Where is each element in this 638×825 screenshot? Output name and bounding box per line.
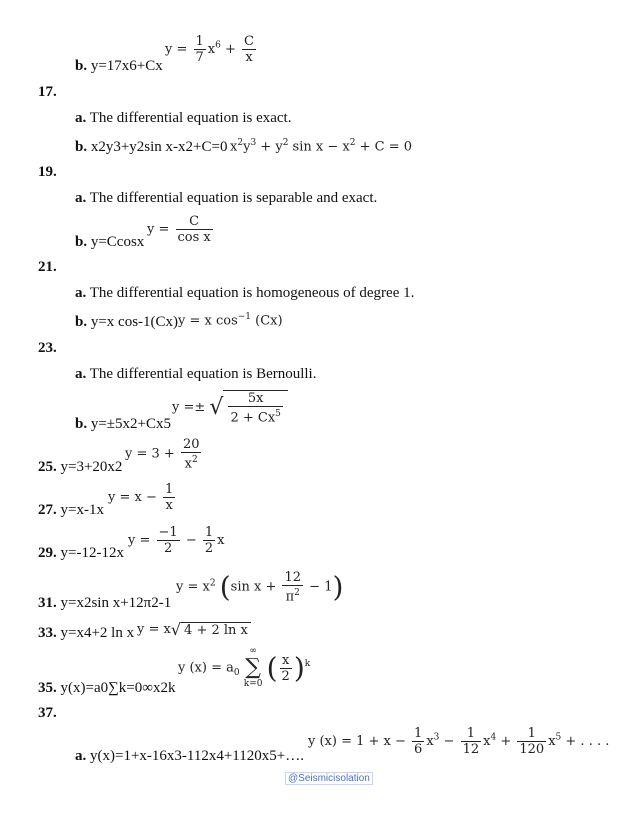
math-formula: $y = x^2$ (sin x + $\frac{12}{\pi^2}$ − 1) <box>176 570 344 605</box>
answer-text: y=-12-12x <box>60 545 124 561</box>
item-label: b. <box>75 234 88 250</box>
math-formula: y = $\frac{-1}{2}$ − $\frac{1}{2}$ x <box>128 525 225 556</box>
answer-text: y=x-1x <box>60 502 104 518</box>
answer-text: y=Ccosx <box>90 234 145 250</box>
answer-line <box>38 595 171 612</box>
problem-number: 35. <box>38 680 57 696</box>
answer-line <box>38 680 175 697</box>
answer-line <box>75 139 227 156</box>
answer-line <box>75 748 304 765</box>
item-label: b. <box>75 416 88 432</box>
answer-line <box>75 285 414 302</box>
problem-number: 31. <box>38 595 57 611</box>
problem-number: 25. <box>38 459 57 475</box>
problem-number: 23. <box>38 340 57 356</box>
answer-line <box>38 625 134 642</box>
problem-number: 21. <box>38 259 57 275</box>
answer-text: y=17x6+Cx <box>90 58 163 74</box>
math-formula: y (x) = 1 + x − $\frac{1}{6}$ $x^3$ − $\frac{1}{12}$ $x^4$ + $\frac{1}{120}$ $x^5$ + . . . . <box>308 726 610 757</box>
math-formula: y = $\frac{1}{7}$ $x^6$ + $\frac{C}{x}$ <box>165 34 254 65</box>
math-formula: y = x − $\frac{1}{x}$ <box>108 482 174 513</box>
problem-number: 17. <box>38 84 57 100</box>
answer-text: y=3+20x2 <box>60 459 123 475</box>
answer-line <box>75 190 377 207</box>
problem-number: 37. <box>38 705 57 721</box>
answer-text: The differential equation is separable and exact. <box>89 190 378 206</box>
answer-line <box>38 545 124 562</box>
item-label: b. <box>75 139 88 155</box>
item-label: a. <box>75 110 87 126</box>
math-formula: y = x√ 4 + 2 ln x <box>137 620 251 639</box>
item-label: a. <box>75 366 87 382</box>
math-formula: y = $\frac{C}{\text{cos x}}$ <box>147 214 211 245</box>
answer-text: x2y3+y2sin x-x2+C=0 <box>90 139 228 155</box>
problem-number: 33. <box>38 625 57 641</box>
problem-number: 27. <box>38 502 57 518</box>
answer-line <box>75 58 163 75</box>
item-label: a. <box>75 190 87 206</box>
answer-line <box>75 366 316 383</box>
answer-line <box>38 459 122 476</box>
item-label: b. <box>75 314 88 330</box>
problem-number: 19. <box>38 164 57 180</box>
answer-line <box>75 314 178 331</box>
item-label: a. <box>75 748 87 764</box>
answer-text: y(x)=1+x-16x3-112x4+1120x5+…. <box>90 748 304 764</box>
math-formula: $x^2y^3 + y^2$ $\sin x - x^2 + C = 0$ <box>230 138 412 155</box>
answer-text: y=x cos-1(Cx) <box>90 314 179 330</box>
answer-line <box>75 234 144 251</box>
answer-line <box>75 416 171 433</box>
math-formula: y = 3 + $\frac{20}{x^2}$ <box>125 437 200 472</box>
answer-text: y=x2sin x+12π2-1 <box>60 595 172 611</box>
answer-text: The differential equation is Bernoulli. <box>89 366 317 382</box>
watermark: @Seismicisolation <box>285 772 373 785</box>
answer-line <box>38 502 104 519</box>
item-label: a. <box>75 285 87 301</box>
answer-text: The differential equation is exact. <box>89 110 292 126</box>
math-formula: y =± √ $\frac{5x}{2 + Cx^5}$ <box>172 390 288 425</box>
math-formula: y $(x) = a_0$ ∞ ∑ k=0 ( $\frac{x}{2}$ )$^k$ <box>178 646 311 689</box>
answer-text: The differential equation is homogeneous of degree 1. <box>89 285 415 301</box>
math-formula: y = x $\cos^{-1} (Cx)$ <box>178 312 283 329</box>
problem-number: 29. <box>38 545 57 561</box>
answer-text: y=±5x2+Cx5 <box>90 416 171 432</box>
answer-text: y=x4+2 ln x <box>60 625 135 641</box>
answer-line <box>75 110 291 127</box>
answer-text: y(x)=a0∑k=0∞x2k <box>60 680 176 696</box>
item-label: b. <box>75 58 88 74</box>
